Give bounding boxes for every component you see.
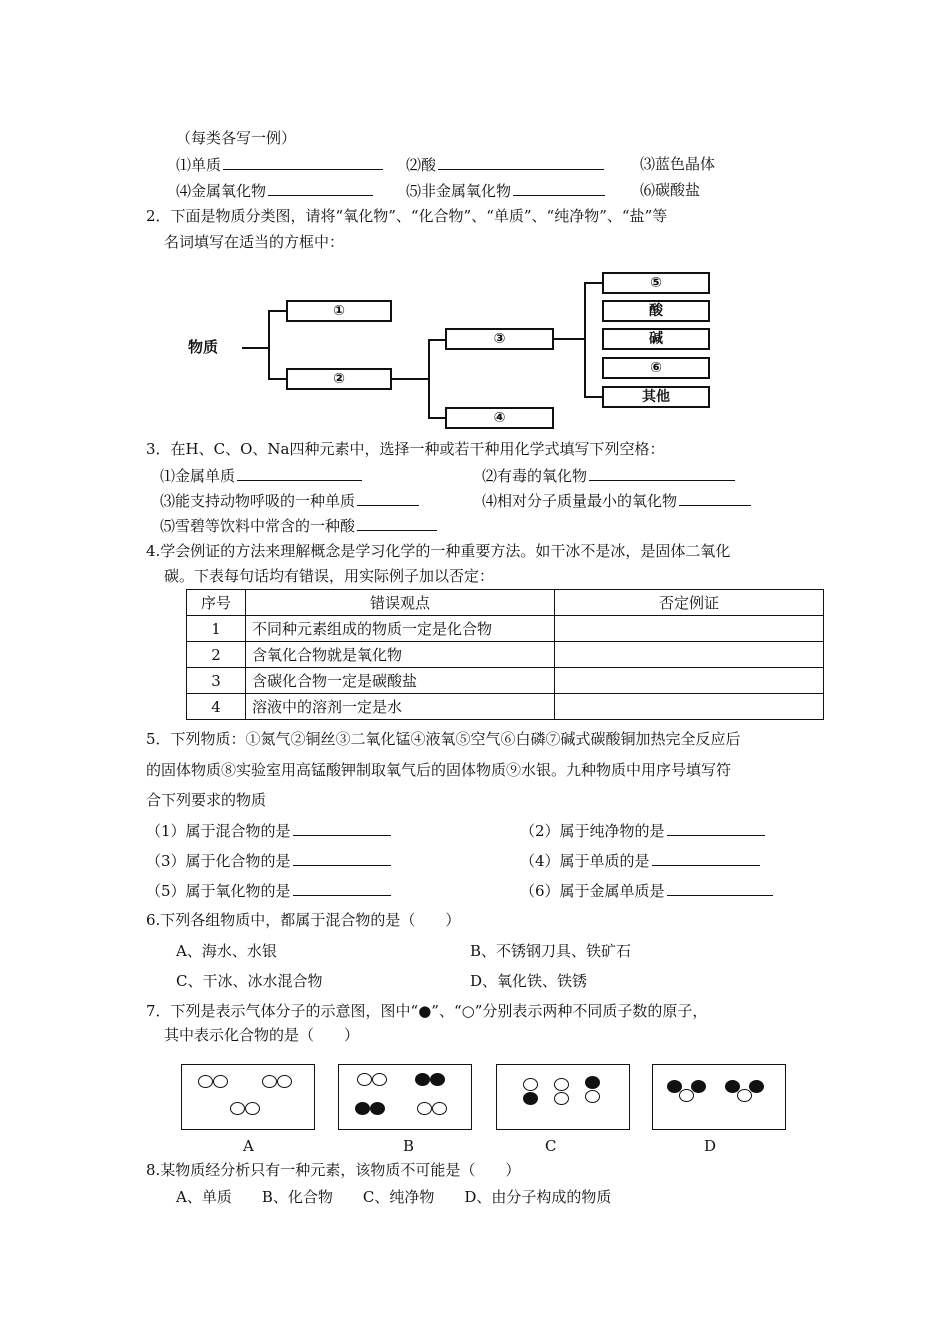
error-table bbox=[186, 589, 824, 720]
q5-stem-line2: 的固体物质⑧实验室用高锰酸钾制取氧气后的固体物质⑨水银。九种物质中用序号填写符 bbox=[146, 761, 732, 779]
diagram-root-label: 物质 bbox=[188, 338, 219, 356]
counter-example-cell[interactable] bbox=[555, 694, 824, 720]
answer-blank[interactable] bbox=[652, 851, 760, 866]
q3-item-4: ⑷相对分子质量最小的氧化物 bbox=[482, 491, 751, 510]
hollow-atom bbox=[432, 1102, 447, 1115]
q5-item-2: （2）属于纯净物的是 bbox=[520, 821, 765, 840]
connector bbox=[428, 339, 445, 341]
filled-atom bbox=[749, 1080, 764, 1093]
hollow-atom bbox=[230, 1102, 245, 1115]
hollow-atom bbox=[277, 1075, 292, 1088]
answer-blank[interactable] bbox=[268, 181, 373, 196]
hollow-atom bbox=[585, 1090, 600, 1103]
answer-blank[interactable] bbox=[357, 491, 419, 506]
q5-stem-line3: 合下列要求的物质 bbox=[146, 791, 267, 809]
answer-blank[interactable] bbox=[667, 821, 765, 836]
hollow-atom bbox=[737, 1089, 752, 1102]
connector bbox=[552, 338, 584, 340]
answer-blank[interactable] bbox=[293, 821, 391, 836]
q6-stem: 6.下列各组物质中，都属于混合物的是（ ） bbox=[146, 911, 461, 929]
q6-option-b[interactable]: B、不锈钢刀具、铁矿石 bbox=[470, 942, 632, 960]
table-row bbox=[187, 694, 824, 720]
q8-options[interactable]: A、单质 B、化合物 C、纯净物 D、由分子构成的物质 bbox=[176, 1188, 612, 1206]
molecule-diagram-a[interactable] bbox=[181, 1064, 315, 1130]
classification-diagram bbox=[180, 262, 720, 432]
q8-stem: 8.某物质经分析只有一种元素，该物质不可能是（ ） bbox=[146, 1161, 521, 1179]
counter-example-cell[interactable] bbox=[555, 616, 824, 642]
q7-stem-line2: 其中表示化合物的是（ ） bbox=[164, 1026, 360, 1044]
table-row bbox=[187, 668, 824, 694]
q3-item-3: ⑶能支持动物呼吸的一种单质 bbox=[160, 491, 419, 510]
q1-item-1: ⑴单质 bbox=[176, 155, 383, 174]
hollow-atom bbox=[417, 1102, 432, 1115]
q3-item-1: ⑴金属单质 bbox=[160, 466, 362, 485]
answer-blank[interactable] bbox=[293, 881, 391, 896]
box-2[interactable]: ② bbox=[286, 368, 392, 390]
counter-example-cell[interactable] bbox=[555, 642, 824, 668]
wrong-view: 溶液中的溶剂一定是水 bbox=[246, 694, 555, 720]
q6-option-a[interactable]: A、海水、水银 bbox=[176, 942, 277, 960]
q4-stem-line2: 碳。下表每句话均有错误，用实际例子加以否定： bbox=[164, 567, 495, 585]
filled-atom bbox=[415, 1073, 430, 1086]
table-header-row bbox=[187, 590, 824, 616]
hollow-atom bbox=[554, 1092, 569, 1105]
q1-note: （每类各写一例） bbox=[176, 129, 297, 147]
box-1[interactable]: ① bbox=[286, 300, 392, 322]
hollow-atom bbox=[523, 1078, 538, 1091]
hollow-atom bbox=[198, 1075, 213, 1088]
q6-option-c[interactable]: C、干冰、冰水混合物 bbox=[176, 972, 323, 990]
option-label-c: C bbox=[545, 1137, 557, 1155]
connector bbox=[390, 378, 428, 380]
wrong-view: 含氧化合物就是氧化物 bbox=[246, 642, 555, 668]
connector bbox=[584, 396, 602, 398]
connector bbox=[584, 282, 586, 396]
hollow-atom bbox=[554, 1078, 569, 1091]
filled-atom bbox=[667, 1080, 682, 1093]
row-number: 2 bbox=[187, 642, 246, 668]
q1-item-4: ⑷金属氧化物 bbox=[176, 181, 373, 200]
wrong-view: 含碳化合物一定是碳酸盐 bbox=[246, 668, 555, 694]
hollow-atom bbox=[213, 1075, 228, 1088]
filled-atom bbox=[585, 1076, 600, 1089]
table-row bbox=[187, 616, 824, 642]
connector bbox=[584, 282, 602, 284]
box-acid: 酸 bbox=[602, 300, 710, 322]
row-number: 1 bbox=[187, 616, 246, 642]
q2-stem-line2: 名词填写在适当的方框中： bbox=[164, 233, 345, 251]
q1-item-2: ⑵酸 bbox=[406, 155, 604, 174]
connector bbox=[268, 310, 270, 378]
answer-blank[interactable] bbox=[357, 516, 437, 531]
box-other: 其他 bbox=[602, 386, 710, 408]
answer-blank[interactable] bbox=[679, 491, 751, 506]
q5-item-5: （5）属于氧化物的是 bbox=[146, 881, 391, 900]
molecule-diagram-b[interactable] bbox=[338, 1064, 472, 1130]
header-cell: 否定例证 bbox=[555, 590, 824, 616]
q1-item-5: ⑸非金属氧化物 bbox=[406, 181, 605, 200]
q5-item-6: （6）属于金属单质是 bbox=[520, 881, 773, 900]
hollow-atom bbox=[245, 1102, 260, 1115]
counter-example-cell[interactable] bbox=[555, 668, 824, 694]
filled-atom bbox=[691, 1080, 706, 1093]
q1-item-6: ⑹碳酸盐 bbox=[640, 181, 701, 199]
molecule-diagram-c[interactable] bbox=[496, 1064, 630, 1130]
q5-stem-line1: 5．下列物质：①氮气②铜丝③二氧化锰④液氧⑤空气⑥白磷⑦碱式碳酸铜加热完全反应后 bbox=[146, 730, 741, 748]
answer-blank[interactable] bbox=[667, 881, 773, 896]
hollow-atom bbox=[262, 1075, 277, 1088]
q3-item-2: ⑵有毒的氧化物 bbox=[482, 466, 735, 485]
connector bbox=[242, 347, 268, 349]
row-number: 4 bbox=[187, 694, 246, 720]
filled-atom bbox=[725, 1080, 740, 1093]
row-number: 3 bbox=[187, 668, 246, 694]
answer-blank[interactable] bbox=[438, 155, 604, 170]
filled-atom bbox=[370, 1102, 385, 1115]
hollow-atom bbox=[357, 1073, 372, 1086]
connector bbox=[428, 339, 430, 417]
option-label-a: A bbox=[243, 1137, 254, 1155]
answer-blank[interactable] bbox=[589, 466, 735, 481]
q3-stem: 3．在H、C、O、Na四种元素中，选择一种或若干种用化学式填写下列空格： bbox=[146, 440, 665, 458]
box-5[interactable]: ⑤ bbox=[602, 272, 710, 294]
connector bbox=[268, 310, 286, 312]
connector bbox=[428, 417, 445, 419]
hollow-atom bbox=[679, 1089, 694, 1102]
header-cell: 错误观点 bbox=[246, 590, 555, 616]
answer-blank[interactable] bbox=[223, 155, 383, 170]
wrong-view: 不同种元素组成的物质一定是化合物 bbox=[246, 616, 555, 642]
molecule-diagram-d[interactable] bbox=[652, 1064, 786, 1130]
q5-item-3: （3）属于化合物的是 bbox=[146, 851, 391, 870]
q2-stem-line1: 2．下面是物质分类图，请将“氧化物”、“化合物”、“单质”、“纯净物”、“盐”等 bbox=[146, 207, 668, 225]
q3-item-5: ⑸雪碧等饮料中常含的一种酸 bbox=[160, 516, 437, 535]
connector bbox=[268, 378, 286, 380]
answer-blank[interactable] bbox=[513, 181, 605, 196]
filled-atom bbox=[430, 1073, 445, 1086]
q4-stem-line1: 4.学会例证的方法来理解概念是学习化学的一种重要方法。如干冰不是冰，是固体二氧化 bbox=[146, 542, 731, 560]
q5-item-4: （4）属于单质的是 bbox=[520, 851, 760, 870]
option-label-d: D bbox=[704, 1137, 717, 1155]
table-row bbox=[187, 642, 824, 668]
filled-atom bbox=[523, 1092, 538, 1105]
q1-item-3: ⑶蓝色晶体 bbox=[640, 155, 716, 173]
header-cell: 序号 bbox=[187, 590, 246, 616]
box-4[interactable]: ④ bbox=[445, 407, 554, 429]
answer-blank[interactable] bbox=[237, 466, 362, 481]
box-base: 碱 bbox=[602, 328, 710, 350]
box-6[interactable]: ⑥ bbox=[602, 357, 710, 379]
option-label-b: B bbox=[403, 1137, 415, 1155]
q5-item-1: （1）属于混合物的是 bbox=[146, 821, 391, 840]
answer-blank[interactable] bbox=[293, 851, 391, 866]
q7-stem-line1: 7．下列是表示气体分子的示意图，图中“●”、“○”分别表示两种不同质子数的原子， bbox=[146, 1002, 708, 1020]
q6-option-d[interactable]: D、氧化铁、铁锈 bbox=[470, 972, 588, 990]
hollow-atom bbox=[372, 1073, 387, 1086]
box-3[interactable]: ③ bbox=[445, 328, 554, 350]
filled-atom bbox=[355, 1102, 370, 1115]
